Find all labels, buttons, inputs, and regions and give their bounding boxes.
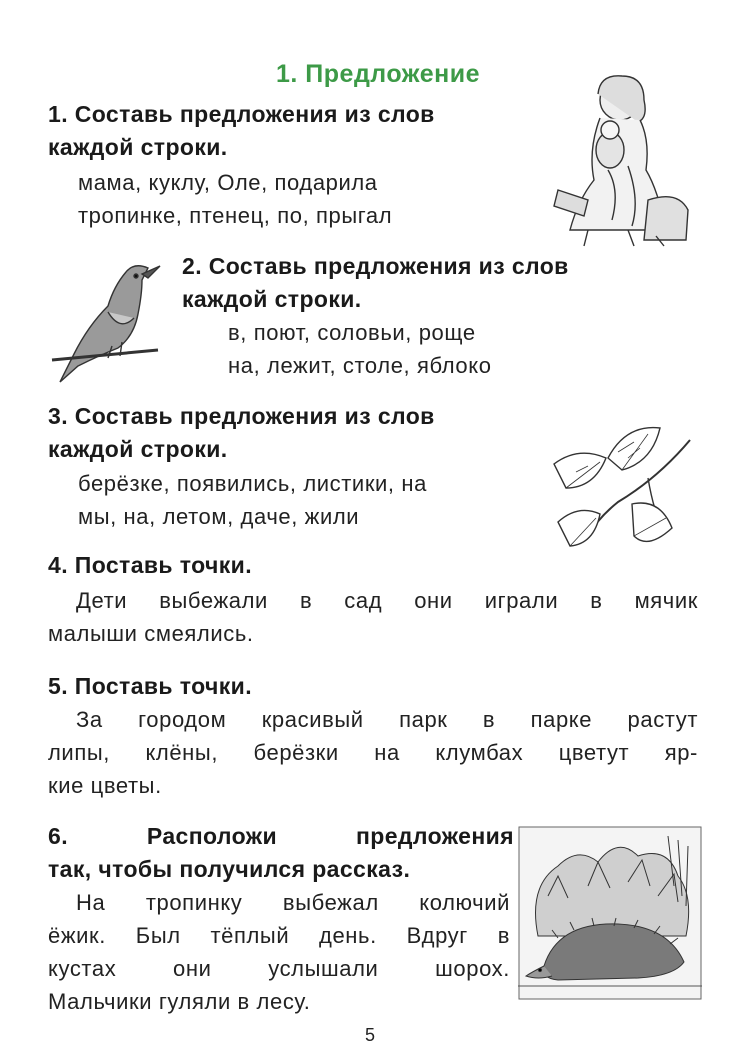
word-line: мы, на, летом, даче, жили xyxy=(78,504,360,529)
task-1-words xyxy=(78,166,392,232)
text-line: малыши смеялись. xyxy=(48,621,254,646)
text-line: На тропинку выбежал колючий xyxy=(76,890,510,915)
text-line: Дети выбежали в сад они играли в мячик xyxy=(76,588,698,613)
word-line: в, поют, соловьи, роще xyxy=(228,320,476,345)
word-line: тропинке, птенец, по, прыгал xyxy=(78,203,393,228)
task-1-heading xyxy=(48,98,435,164)
task-4-heading xyxy=(48,549,252,582)
word-line: мама, куклу, Оле, подарила xyxy=(78,170,378,195)
text-line: кустах они услышали шорох. xyxy=(48,956,510,981)
task-2-words xyxy=(228,316,492,382)
text-line: кие цветы. xyxy=(48,773,162,798)
text-line: Мальчики гуляли в лесу. xyxy=(48,989,311,1014)
task-2-heading-line: каждой строки. xyxy=(182,286,362,312)
task-1-heading-line: каждой строки. xyxy=(48,134,228,160)
word-line: берёзке, появились, листики, на xyxy=(78,471,427,496)
task-6-heading-line: так, чтобы получился рассказ. xyxy=(48,856,411,882)
task-5-heading-line: 5. Поставь точки. xyxy=(48,673,252,699)
girl-with-doll-icon xyxy=(548,70,696,248)
text-line: За городом красивый парк в парке растут xyxy=(76,707,698,732)
task-4-text xyxy=(48,584,698,650)
task-3-words xyxy=(78,467,427,533)
hedgehog-icon xyxy=(518,826,702,1000)
word-line: на, лежит, столе, яблоко xyxy=(228,353,492,378)
task-6-heading-line: 6. Расположи предложения xyxy=(48,823,514,849)
birch-branch-icon xyxy=(548,418,698,564)
task-1-heading-line: 1. Составь предложения из слов xyxy=(48,101,435,127)
task-3-heading-line: 3. Составь предложения из слов xyxy=(48,403,435,429)
task-5-heading xyxy=(48,670,252,703)
task-3-heading-line: каждой строки. xyxy=(48,436,228,462)
task-2-heading-line: 2. Составь предложения из слов xyxy=(182,253,569,279)
task-6-heading xyxy=(48,820,514,886)
page-number: 5 xyxy=(364,1025,375,1045)
task-5-text xyxy=(48,703,698,802)
task-4-heading-line: 4. Поставь точки. xyxy=(48,552,252,578)
page-title: 1. Предложение xyxy=(276,60,480,88)
text-line: липы, клёны, берёзки на клумбах цветут яр- xyxy=(48,740,698,765)
nightingale-icon xyxy=(48,256,166,390)
task-6-text xyxy=(48,886,510,1018)
text-line: ёжик. Был тёплый день. Вдруг в xyxy=(48,923,510,948)
task-2-heading xyxy=(182,250,569,316)
task-3-heading xyxy=(48,400,435,466)
